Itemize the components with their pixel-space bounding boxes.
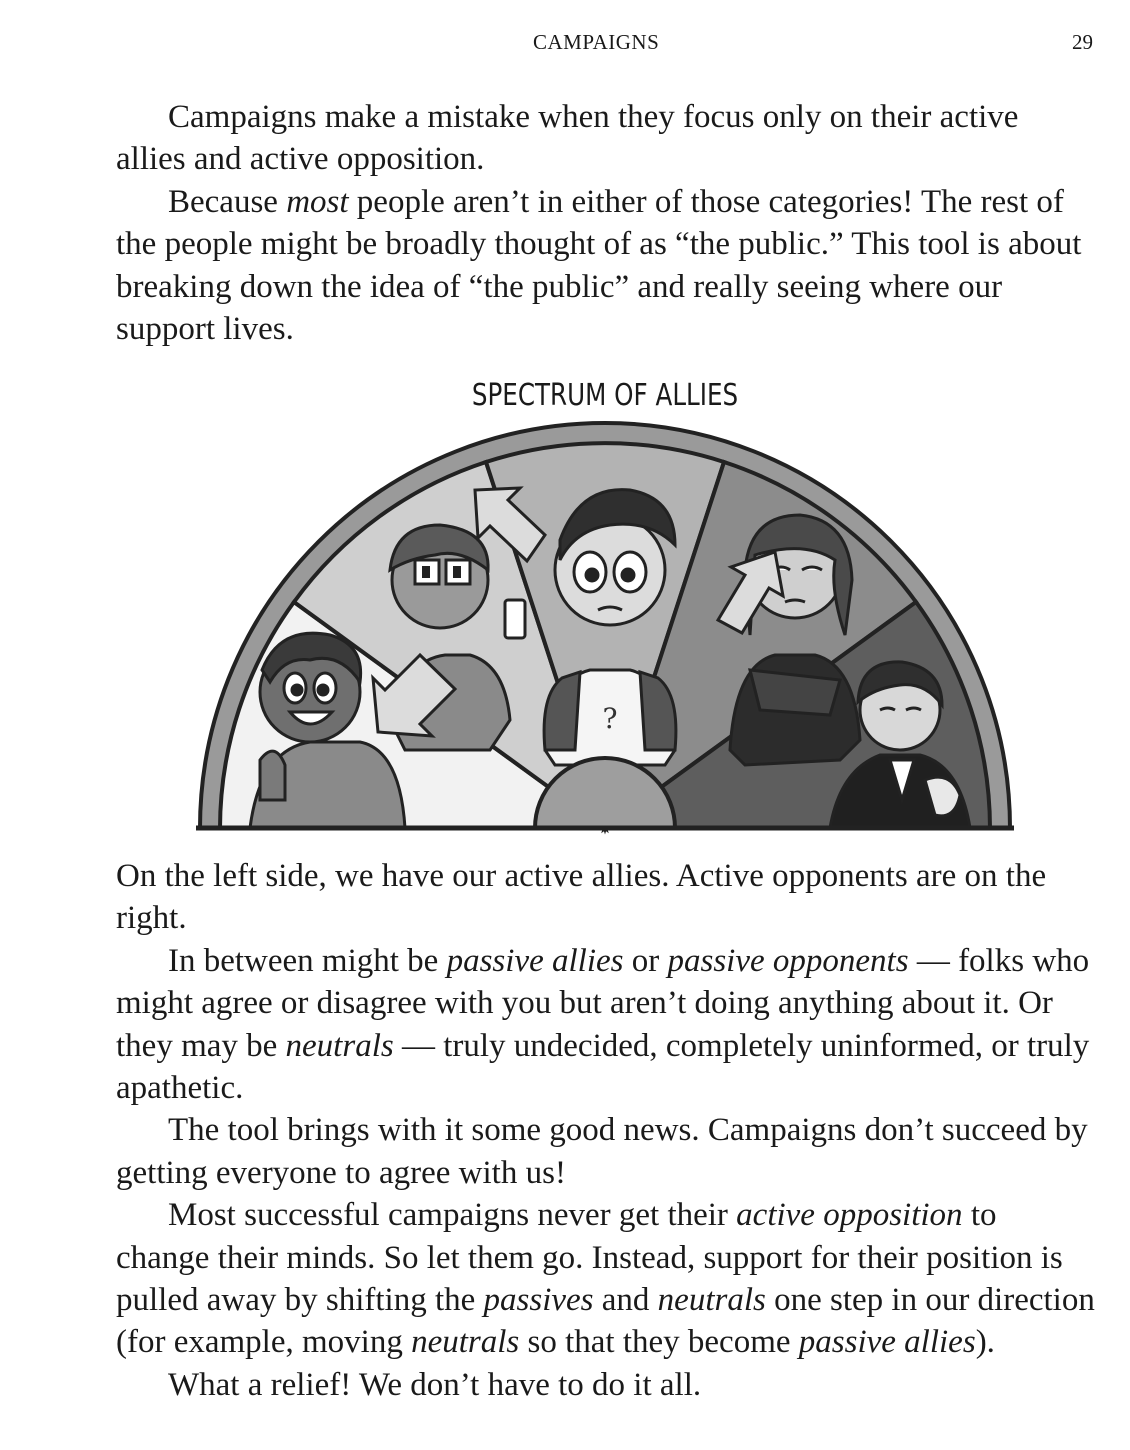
body-text <box>116 855 1096 1406</box>
emphasis: neutrals <box>657 1282 766 1319</box>
text-run: Most successful campaigns never get their <box>168 1197 737 1234</box>
text-run: or <box>623 942 668 979</box>
spectrum-of-allies-figure <box>190 420 1020 840</box>
emphasis: passive allies <box>798 1324 976 1361</box>
body-paragraph-3: The tool brings with it some good news. Campaigns don’t succeed by getting everyone to agree with us! <box>116 1112 1088 1191</box>
page-number: 29 <box>1072 30 1093 54</box>
text-run: so that they become <box>519 1324 799 1361</box>
text-run: and <box>593 1282 658 1319</box>
running-title: CAMPAIGNS <box>533 30 660 54</box>
text-run: — folks who might agree or disagree with you but aren’t doing anything about it. Or they may be <box>116 942 1090 1064</box>
emphasis: passive allies <box>446 942 624 979</box>
figure-title: SPECTRUM OF ALLIES <box>471 378 739 413</box>
body-paragraph-1: On the left side, we have our active allies. Active opponents are on the right. <box>116 858 1047 937</box>
body-paragraph-4 <box>116 1194 1096 1364</box>
intro-paragraph-1: Campaigns make a mistake when they focus only on their active allies and active opposition. <box>116 99 1019 178</box>
emphasis: neutrals <box>285 1027 394 1064</box>
text-run: — truly undecided, completely uninformed, or truly apathetic. <box>116 1027 1090 1107</box>
text-run: to change their minds. So let them go. Instead, support for their position is pulled away by shifting the <box>116 1197 1063 1319</box>
question-mark: ? <box>602 702 618 735</box>
text-run: In between might be <box>168 942 447 979</box>
emphasis: most <box>286 183 349 220</box>
body-paragraph-5: What a relief! We don’t have to do it all. <box>168 1366 702 1403</box>
text-run: Because <box>168 183 287 220</box>
text-run: one step in our direction (for example, moving <box>116 1282 1095 1361</box>
emphasis: neutrals <box>411 1324 520 1361</box>
emphasis: active opposition <box>736 1197 963 1234</box>
emphasis: passive opponents <box>667 942 909 979</box>
text-run: ). <box>975 1324 995 1361</box>
emphasis: passives <box>483 1282 594 1319</box>
intro-text <box>116 96 1096 350</box>
intro-paragraph-2 <box>116 181 1096 351</box>
text-run: people aren’t in either of those categories! The rest of the people might be broadly thought of as “the public.” This tool is about breaking down the idea of “the public” and really seeing where our support lives. <box>116 183 1082 348</box>
running-head <box>0 30 1130 60</box>
body-paragraph-2 <box>116 940 1096 1110</box>
